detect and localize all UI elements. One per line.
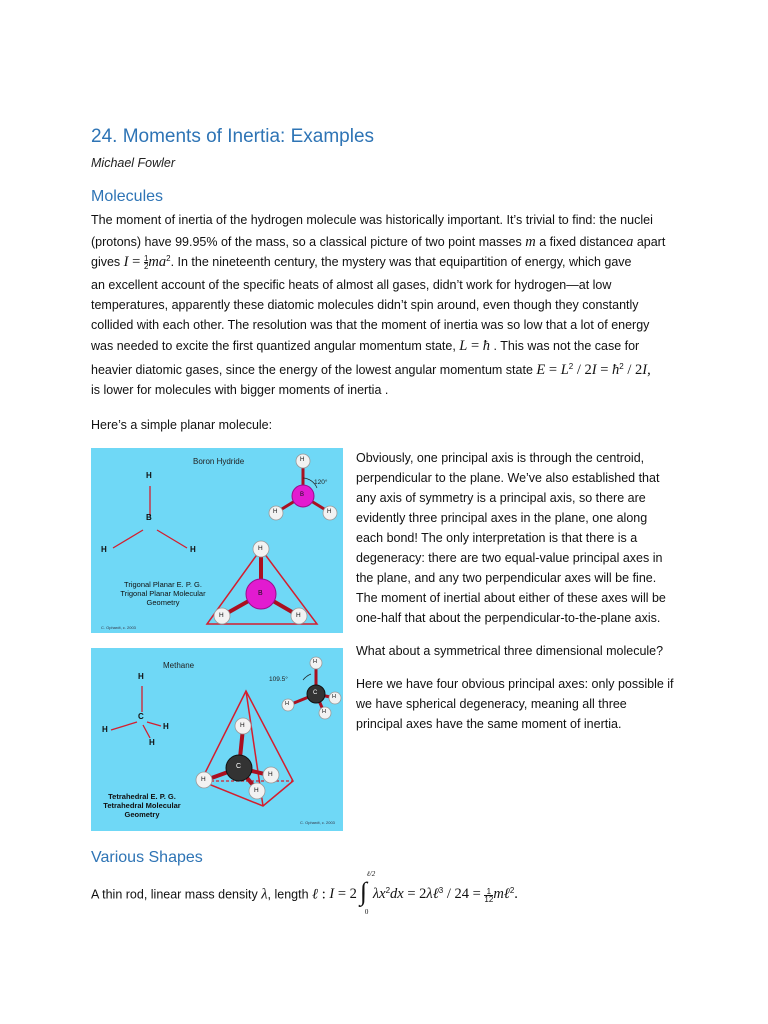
caption-line: Trigonal Planar E. P. G. <box>124 580 202 589</box>
text-line: we have spherical degeneracy, meaning all three <box>356 697 627 711</box>
methane-figure <box>91 648 343 831</box>
angle-arc <box>303 674 311 680</box>
section-heading-molecules: Molecules <box>91 188 164 205</box>
text-span: , length <box>267 887 309 902</box>
math-var: a <box>626 234 634 250</box>
text-line: an excellent account of the specific heats of almost all gases, didn’t work for hydrogen—at low <box>91 278 612 292</box>
atom-label-h: H <box>146 471 152 480</box>
text-line: Here we have four obvious principal axes: only possible if <box>356 677 674 691</box>
text-line: is lower for molecules with bigger moments of inertia . <box>91 383 389 397</box>
text-span: heavier diatomic gases, since the energy of the lowest angular momentum state <box>91 363 533 378</box>
energy-equation: $E = L^2 / 2I$ = $ħ^2 / 2I$, <box>536 362 651 379</box>
text-line: degeneracy: there are two equal-value principal axes in <box>356 551 663 565</box>
math-var: ℓ <box>312 886 319 903</box>
atom-label-h: H <box>313 659 317 665</box>
atom-label-h: H <box>201 776 206 783</box>
bond-line <box>157 530 187 548</box>
atom-label-h: H <box>285 701 289 707</box>
figure-title: Methane <box>163 661 195 670</box>
tetrahedron-outline <box>201 691 293 806</box>
figure-caption <box>97 792 187 819</box>
atom-label-c: C <box>138 712 144 721</box>
rod-inertia-equation: I = 2 ∫ ℓ/2 0 $\lambda x^2dx$ = 2λℓ$^3$ / 24 = $\frac{1}{12}$ mℓ$^2$. <box>329 870 518 916</box>
text-line: principal axes have the same moment of inertia. <box>356 717 622 731</box>
inertia-equation: I = $\frac{1}{2}$ $ma^2$ <box>123 254 171 272</box>
text-span: (protons) have 99.95% of the mass, so a classical picture of two point masses <box>91 235 522 249</box>
text-line: Obviously, one principal axis is through the centroid, <box>356 451 645 465</box>
text-line: Here’s a simple planar molecule: <box>91 418 273 432</box>
atom-label-b: B <box>258 590 263 597</box>
angular-momentum-equation: L = ħ <box>459 338 491 354</box>
text-line: the plane, and any two perpendicular axes will be fine. <box>356 571 657 585</box>
text-line: one-half that about the perpendicular-to-the-plane axis. <box>356 611 661 625</box>
author: Michael Fowler <box>91 156 176 170</box>
atom-label-h: H <box>138 672 144 681</box>
text-span: A thin rod, linear mass density <box>91 887 258 902</box>
caption-line: Tetrahedral E. P. G. <box>108 792 176 801</box>
atom-label-h: H <box>240 722 245 729</box>
figure-caption <box>113 580 213 607</box>
bond-line <box>143 725 150 738</box>
atom-label-h: H <box>327 509 332 515</box>
atom-label-h: H <box>163 722 169 731</box>
text-line: evidently three principal axes in the plane, one along <box>356 511 648 525</box>
atom-label-h: H <box>273 509 278 515</box>
text-line: each bond! The only interpretation is that there is a <box>356 531 638 545</box>
text-line: What about a symmetrical three dimensional molecule? <box>356 644 664 658</box>
atom-label-h: H <box>322 709 326 715</box>
text-line <box>91 234 665 251</box>
atom-label-h: H <box>258 545 263 552</box>
atom-label-h: H <box>296 612 301 619</box>
text-line: The moment of inertia of the hydrogen molecule was historically important. It’s trivial to find: the nuclei <box>91 213 653 227</box>
caption-line: Trigonal Planar Molecular <box>120 589 206 598</box>
atom-label-c: C <box>313 690 318 696</box>
atom-label-c: C <box>236 763 242 770</box>
text-span: a fixed distance <box>539 235 627 249</box>
text-line: perpendicular to the plane. We’ve also established that <box>356 471 660 485</box>
atom-label-h: H <box>219 612 224 619</box>
text-line: temperatures, apparently these diatomic molecules didn’t spin around, even though they constantly <box>91 298 639 312</box>
section-heading-various-shapes: Various Shapes <box>91 849 203 866</box>
math-var: m <box>525 234 536 250</box>
atom-label-h: H <box>101 545 107 554</box>
text-span: gives <box>91 255 121 270</box>
text-line <box>91 254 632 271</box>
bond-angle-label: 109.5° <box>269 676 288 683</box>
boron-hydride-figure <box>91 448 343 633</box>
page-title: 24. Moments of Inertia: Examples <box>91 126 375 147</box>
atom-label-h: H <box>190 545 196 554</box>
caption-line: Geometry <box>146 598 180 607</box>
caption-line: Tetrahedral Molecular <box>103 801 181 810</box>
atom-label-h: H <box>300 457 305 463</box>
text-line <box>91 338 639 355</box>
figure-credit: C. Ophardt, c. 2003 <box>101 625 136 630</box>
text-span: . This was not the case for <box>493 339 640 353</box>
atom-label-h: H <box>149 738 155 747</box>
bond-line <box>113 530 143 548</box>
text-line: any axis of symmetry is a principal axis, so there are <box>356 491 646 505</box>
text-span: . In the nineteenth century, the mystery was that equipartition of energy, which gave <box>170 255 632 270</box>
text-span: was needed to excite the first quantized angular momentum state, <box>91 339 456 353</box>
text-line: collided with each other. The resolution was that the moment of inertia was so low that a lot of energy <box>91 318 650 332</box>
bond-angle-label: 120° <box>314 479 328 486</box>
bond-line <box>111 722 137 730</box>
bond-line <box>147 722 161 726</box>
atom-label-h: H <box>254 787 259 794</box>
atom-label-h: H <box>332 694 336 700</box>
figure-credit: C. Ophardt, c. 2003 <box>300 820 335 825</box>
atom-label-h: H <box>268 771 273 778</box>
caption-line: Geometry <box>124 810 160 819</box>
text-line: The moment of inertial about either of these axes will be <box>356 591 666 605</box>
atom-label-b: B <box>300 492 305 498</box>
figure-title: Boron Hydride <box>193 457 245 466</box>
text-line <box>91 362 651 379</box>
math-symbol: : <box>318 886 330 903</box>
atom-label-b: B <box>146 513 152 522</box>
text-span: apart <box>636 235 666 249</box>
text-line <box>91 870 518 916</box>
math-var: λ <box>261 886 268 903</box>
atom-label-h: H <box>102 725 108 734</box>
